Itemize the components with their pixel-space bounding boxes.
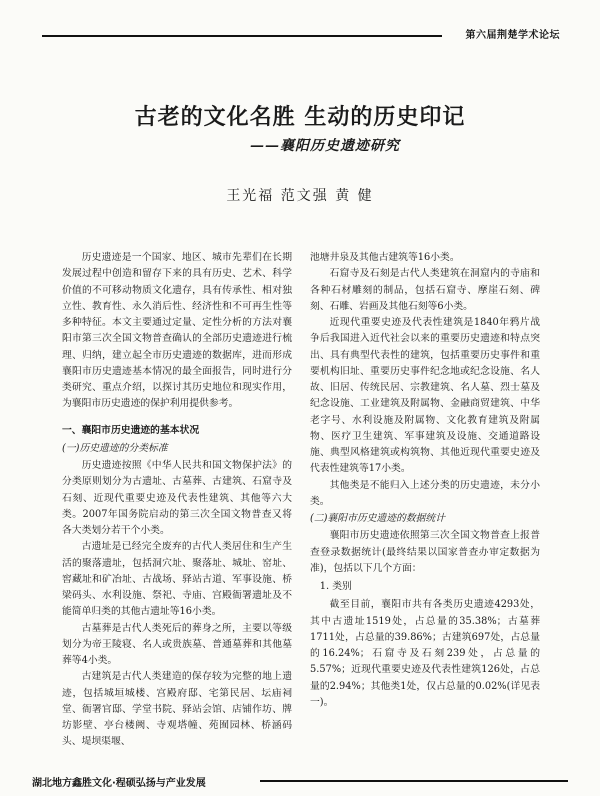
abstract-text: 历史遗迹是一个国家、地区、城市先辈们在长期发展过程中创造和留存下来的具有历史、艺术、科学价值的不可移动物质文化遗存，具有传承性、相对独立性、教育性、永久消后性、经济性和不可再生性等多种特征。本文主要通过定量、定性分析的方法对襄阳市第三次全国文物普查确认的全部历史遗迹进行梳理、归纳，建立起全市历史遗迹的数据库，进而形成襄阳市历史遗迹基本情况的最全面报告，同时进行分类研究、重点介绍，以探讨其历史地位和现实作用，为襄阳市历史遗迹的保护利用提供参考。 [62,252,292,410]
paragraph: 截至目前，襄阳市共有各类历史遗迹4293处，其中古遗址1519处，占总量的35.38%；古墓葬1711处，占总量的39.86%；古建筑697处，占总量的16.24%；石窟寺及石刻239处，占总量的5.57%；近现代重要史迹及代表性建筑126处，占总量的2.94%；其他类1处，仅占总量的0.02%(详见表一)。 [310,599,540,708]
left-column [62,250,292,751]
journal-label: 第六届荆楚学术论坛 [465,30,560,41]
paragraph: 近现代重要史迹及代表性建筑是1840年鸦片战争后我国进入近代社会以来的重要历史遗迹和特点突出、具有典型代表性的建筑，包括重要历史事件和重要机构旧址、重要历史事件纪念地或纪念设施、名人故、旧居、传统民居、宗教建筑、名人墓、烈士墓及纪念设施、工业建筑及附属物、金融商贸建筑、中华老字号、水利设施及附属物、文化教育建筑及附属物、医疗卫生建筑、军事建筑及设施、交通道路设施、典型风格建筑或构筑物、其他近现代重要史迹及代表性建筑等17小类。 [310,317,540,475]
paragraph: 历史遗迹按照《中华人民共和国文物保护法》的分类原则划分为古遗址、古墓葬、古建筑、石窟寺及石刻、近现代重要史迹及代表性建筑、其他等六大类。2007年国务院启动的第三次全国文物普查又将各大类划分若干个小类。 [62,460,292,536]
paragraph: 古墓葬是古代人类死后的葬身之所，主要以等级划分为帝王陵寝、名人或贵族墓、普通墓葬和其他墓葬等4小类。 [62,622,292,666]
abstract [62,250,292,413]
paragraph: 襄阳市历史遗迹依照第三次全国文物普查上报普查登录数据统计(最终结果以国家普查办审定数据为准)，包括以下几个方面： [310,530,540,574]
paragraph: 其他类是不能归入上述分类的历史遗迹，未分小类。 [310,479,540,507]
paragraph: 古建筑是古代人类建造的保存较为完整的地上遗迹，包括城垣城楼、宫殿府邸、宅第民居、坛庙祠堂、衙署官邸、学堂书院、驿站会馆、店铺作坊、牌坊影壁、亭台楼阙、寺观塔幢、苑囿园林、桥涵码头、堤坝渠堰、 [62,671,292,748]
paragraph: 池塘井泉及其他古建筑等16小类。 [310,252,460,263]
section-heading: 一、襄阳市历史遗迹的基本状况 [62,424,200,436]
sub-subsection-heading: 1. 类别 [319,581,352,592]
paper-subtitle: ——襄阳历史遗迹研究 [250,138,400,154]
paper-title: 古老的文化名胜 生动的历史印记 [134,104,466,130]
header-rule [42,35,442,37]
paragraph: 古遗址是已经完全废弃的古代人类居住和生产生活的聚落遗址，包括洞穴址、聚落址、城址、窑址、窖藏址和矿冶址、古战场、驿站古道、军事设施、桥梁码头、水利设施、祭祀、寺庙、宫殿衙署遗址及不能简单归类的其他古遗址等16小类。 [62,541,292,618]
author-list: 王光福 范文强 黄 健 [226,188,374,204]
paragraph: 石窟寺及石刻是古代人类建筑在洞窟内的寺庙和各种石材雕刻的制品，包括石窟寺、摩崖石刻、碑刻、石雕、岩画及其他石刻等6小类。 [310,268,540,312]
subsection-heading: (二)襄阳市历史遗迹的数据统计 [310,513,446,524]
running-header [42,26,560,40]
subsection-heading: (一)历史遗迹的分类标准 [62,442,168,454]
running-footer [32,774,568,788]
right-column [310,250,540,711]
footer-rule [260,780,568,782]
footer-label: 湖北地方鑫胜文化·程硕弘扬与产业发展 [32,778,206,789]
